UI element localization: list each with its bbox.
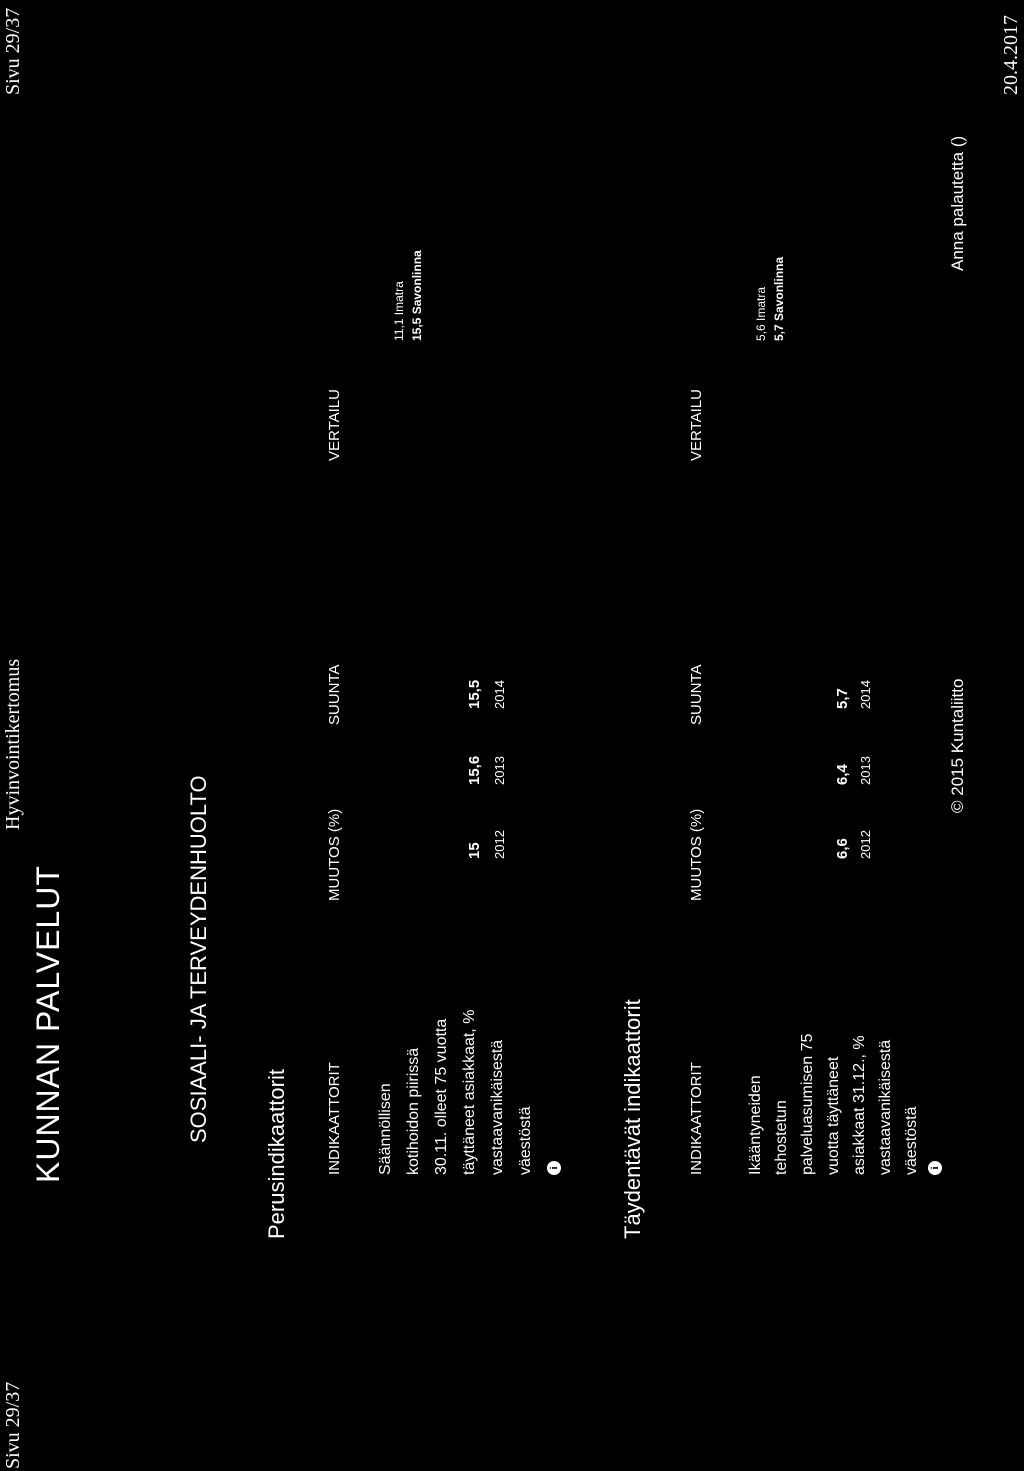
value-2014: 15,5 bbox=[466, 679, 483, 709]
indicator-text-line: Säännöllisen bbox=[377, 1083, 394, 1175]
copyright-text: © 2015 Kuntaliitto bbox=[948, 678, 967, 813]
indicator-text-line: vuotta täyttäneet bbox=[825, 1056, 842, 1175]
col-indicators: INDIKAATTORIT bbox=[326, 1062, 343, 1175]
col-direction: SUUNTA bbox=[688, 664, 705, 725]
comparison-savonlinna: 5,7 Savonlinna bbox=[772, 256, 786, 341]
page-number-right: Sivu 29/37 bbox=[2, 7, 24, 95]
value-2014: 5,7 bbox=[834, 688, 851, 709]
feedback-link[interactable]: Anna palautetta () bbox=[948, 135, 967, 271]
year-label: 2012 bbox=[858, 830, 873, 859]
indicator-text-line: väestöstä bbox=[517, 1106, 534, 1175]
year-label: 2013 bbox=[492, 756, 507, 785]
value-2013: 15,6 bbox=[466, 755, 483, 785]
value-2013: 6,4 bbox=[834, 764, 851, 785]
value-2012: 6,6 bbox=[834, 838, 851, 859]
indicator-text-line: 30.11. olleet 75 vuotta bbox=[433, 1018, 450, 1175]
info-icon[interactable]: i bbox=[547, 1161, 561, 1175]
supplementary-indicators-heading: Täydentävät indikaattorit bbox=[620, 999, 645, 1239]
year-label: 2013 bbox=[858, 756, 873, 785]
indicator-text-line: väestöstä bbox=[903, 1106, 920, 1175]
col-change: MUUTOS (%) bbox=[688, 808, 705, 901]
indicator-text-line: kotihoidon piirissä bbox=[405, 1047, 422, 1175]
comparison-imatra: 11,1 Imatra bbox=[392, 281, 406, 341]
basic-indicators-heading: Perusindikaattorit bbox=[264, 1069, 289, 1239]
page-title: KUNNAN PALVELUT bbox=[30, 865, 66, 1183]
indicator-text-line: tehostetun bbox=[773, 1100, 790, 1175]
indicator-text-line: vastaavanikäisestä bbox=[877, 1039, 894, 1175]
col-comparison: VERTAILU bbox=[326, 389, 343, 461]
indicator-text-line: täyttäneet asiakkaat, % bbox=[461, 1009, 478, 1175]
section-title: SOSIAALI- JA TERVEYDENHUOLTO bbox=[186, 775, 211, 1143]
indicator-text-line: Ikääntyneiden bbox=[747, 1075, 764, 1175]
year-label: 2012 bbox=[492, 830, 507, 859]
year-label: 2014 bbox=[858, 680, 873, 709]
year-label: 2014 bbox=[492, 680, 507, 709]
col-indicators: INDIKAATTORIT bbox=[688, 1062, 705, 1175]
indicator-text-line: palveluasumisen 75 bbox=[799, 1033, 816, 1175]
col-change: MUUTOS (%) bbox=[326, 808, 343, 901]
document-title-header: Hyvinvointikertomus bbox=[2, 658, 24, 830]
comparison-imatra: 5,6 Imatra bbox=[754, 286, 768, 341]
indicator-text-line: vastaavanikäisestä bbox=[489, 1039, 506, 1175]
indicator-text-line: asiakkaat 31.12., % bbox=[851, 1035, 868, 1175]
page-number-left: Sivu 29/37 bbox=[2, 1381, 24, 1469]
info-icon[interactable]: i bbox=[928, 1161, 942, 1175]
comparison-savonlinna: 15,5 Savonlinna bbox=[410, 250, 424, 341]
value-2012: 15 bbox=[466, 842, 483, 859]
print-date: 20.4.2017 bbox=[1000, 15, 1022, 95]
col-direction: SUUNTA bbox=[326, 664, 343, 725]
col-comparison: VERTAILU bbox=[688, 389, 705, 461]
